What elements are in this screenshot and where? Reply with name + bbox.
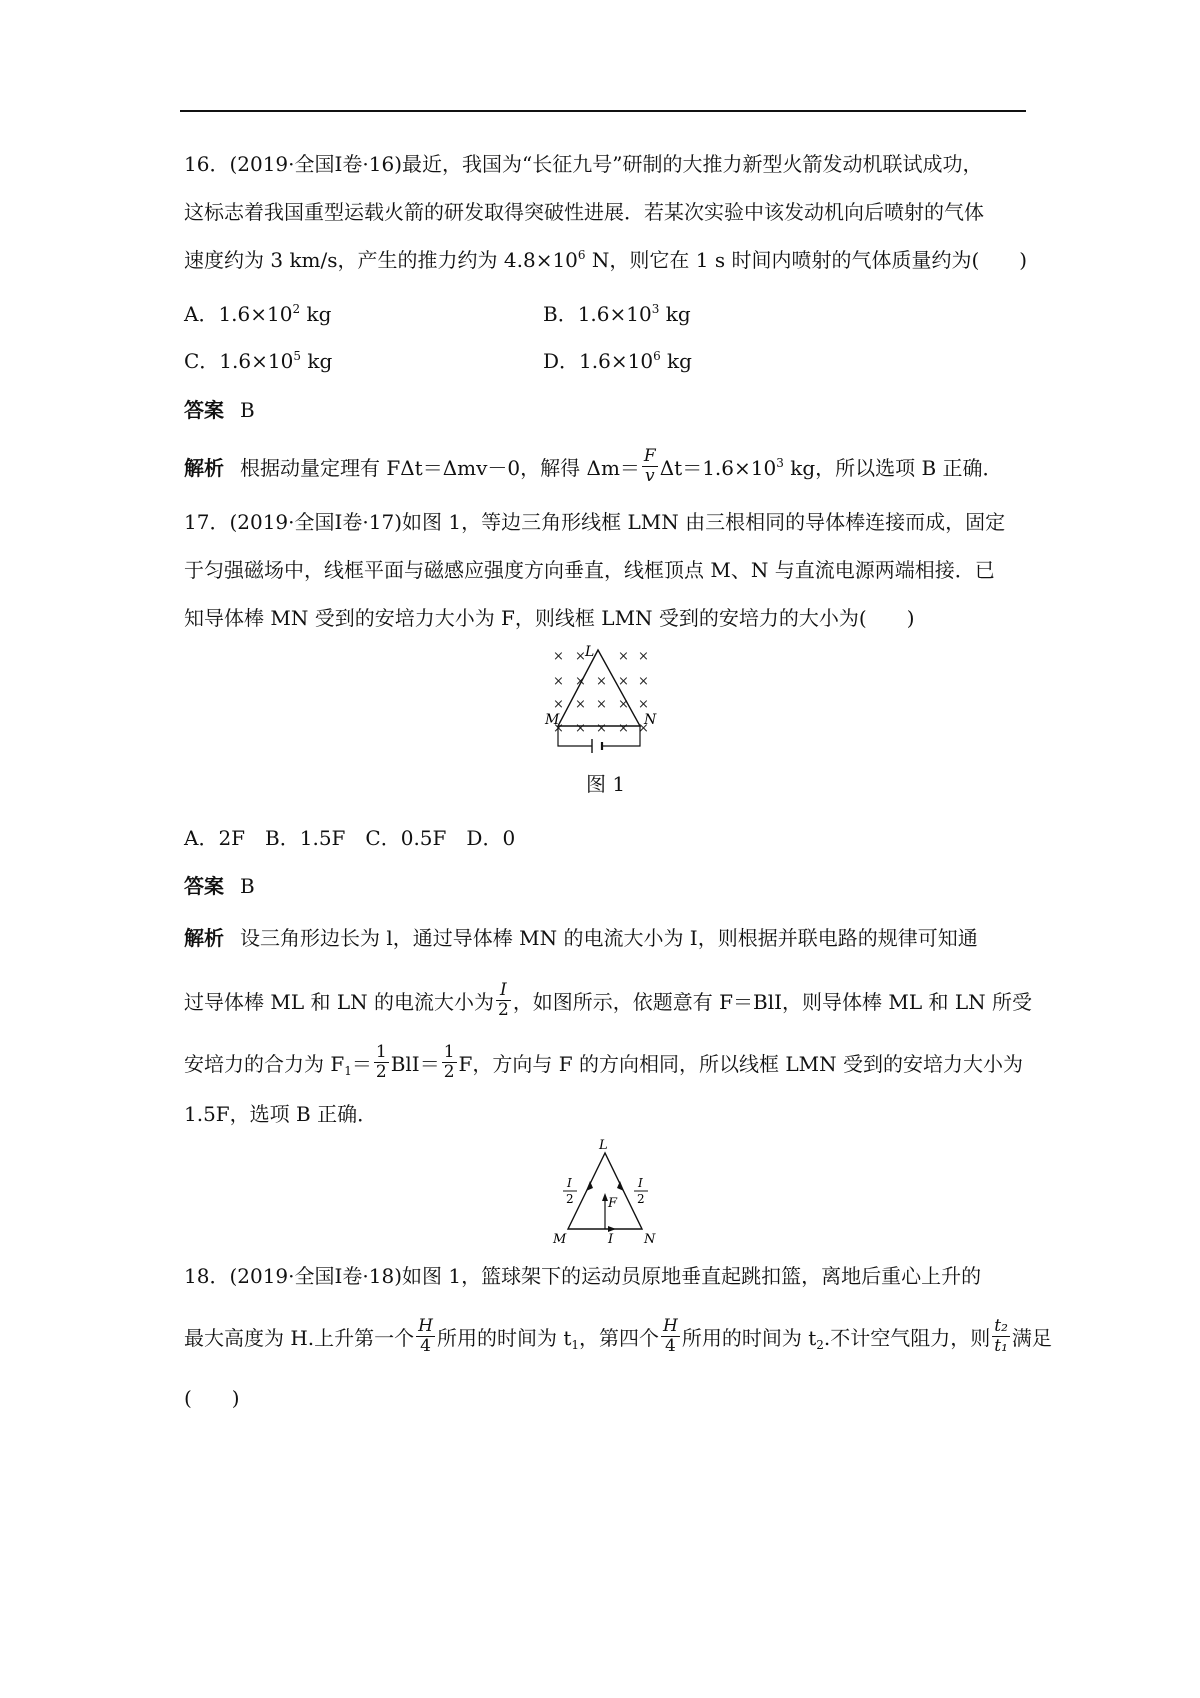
svg-text:×: ×	[596, 674, 607, 689]
q16-answer: 答案 B	[184, 398, 255, 422]
svg-text:×: ×	[553, 697, 564, 712]
q17-analysis-line-1: 解析 设三角形边长为 l，通过导体棒 MN 的电流大小为 I，则根据并联电路的规律可知通	[184, 926, 978, 950]
fig2-half-right-den: 2	[637, 1192, 645, 1206]
q18-line-3: ( )	[184, 1386, 240, 1410]
q17-line-3: 知导体棒 MN 受到的安培力大小为 F，则线框 LMN 受到的安培力的大小为( )	[184, 606, 915, 630]
svg-text:×: ×	[553, 721, 564, 736]
svg-text:×: ×	[575, 721, 586, 736]
current-arrow-right	[617, 1181, 624, 1191]
svg-text:×: ×	[575, 649, 586, 664]
fig1-label-l: L	[585, 644, 595, 660]
svg-text:×: ×	[638, 674, 649, 689]
q16-option-b: B．$1.6\times 10^3$ kg	[543, 302, 691, 326]
q16-line-3: 速度约为 3 km/s，产生的推力约为 $4.8\times 10^6$ N，则它在 1 s 时间内喷射的气体质量约为( )	[184, 248, 1028, 272]
fig2-label-n: N	[644, 1232, 656, 1245]
q16-option-d: D．$1.6\times 10^6$ kg	[543, 349, 692, 373]
q17-line-1: 17．(2019·全国Ⅰ卷·17)如图 1，等边三角形线框 LMN 由三根相同的导体棒连接而成，固定	[184, 510, 1006, 534]
q17-line-2: 于匀强磁场中，线框平面与磁感应强度方向垂直，线框顶点 M、N 与直流电源两端相接．已	[184, 558, 995, 582]
header-rule	[180, 110, 1026, 112]
svg-text:×: ×	[638, 721, 649, 736]
svg-text:×: ×	[553, 674, 564, 689]
svg-text:×: ×	[575, 674, 586, 689]
figure-1-diagram	[540, 640, 670, 755]
svg-text:×: ×	[618, 674, 629, 689]
svg-text:×: ×	[618, 697, 629, 712]
fig1-label-m: M	[545, 712, 560, 728]
svg-text:×: ×	[575, 697, 586, 712]
fig2-half-left-num: I	[567, 1176, 572, 1190]
q17-answer: 答案 B	[184, 874, 255, 898]
svg-text:×: ×	[596, 721, 607, 736]
q16-option-a: A．$1.6\times 10^2$ kg	[184, 302, 332, 326]
q16-line-1: 16．(2019·全国Ⅰ卷·16)最近，我国为“长征九号”研制的大推力新型火箭发动机联试成功，	[184, 152, 983, 176]
fig2-label-f: F	[608, 1196, 618, 1211]
q18-line-1: 18．(2019·全国Ⅰ卷·18)如图 1，篮球架下的运动员原地垂直起跳扣篮，离地后重心上升的	[184, 1264, 982, 1288]
svg-text:×: ×	[618, 721, 629, 736]
svg-text:×: ×	[553, 649, 564, 664]
q17-analysis-line-4: 1.5F，选项 B 正确．	[184, 1102, 378, 1126]
fig2-half-right-num: I	[638, 1176, 643, 1190]
fig2-label-m: M	[553, 1232, 567, 1245]
svg-text:×: ×	[638, 697, 649, 712]
magnetic-field-crosses	[553, 649, 649, 736]
current-arrow-left	[586, 1181, 593, 1191]
fig2-half-left-den: 2	[566, 1192, 574, 1206]
q16-analysis: 解析 根据动量定理有 FΔt＝Δmv－0，解得 Δm＝ $\frac{F}{v}$ $\Delta t=1.6\times 10^3$ kg，所以选项 B 正确．	[184, 446, 1003, 486]
fig1-label-n: N	[644, 712, 657, 728]
fig2-label-i: I	[608, 1232, 614, 1245]
figure-2-force-diagram	[550, 1135, 660, 1245]
svg-text:×: ×	[638, 649, 649, 664]
q17-analysis-line-2: 过导体棒 ML 和 LN 的电流大小为 $\frac{I}{2}$ ，如图所示，依题意有 F＝BlI，则导体棒 ML 和 LN 所受	[184, 980, 1033, 1020]
q16-line-2: 这标志着我国重型运载火箭的研发取得突破性进展．若某次实验中该发动机向后喷射的气体	[184, 200, 984, 224]
figure-1-caption: 图 1	[586, 772, 626, 796]
svg-text:×: ×	[618, 649, 629, 664]
q18-line-2: 最大高度为 H.上升第一个 $\frac{H}{4}$ 所用的时间为 $t_1$，第四个 $\frac{H}{4}$ 所用的时间为 $t_2$.不计空气阻力，则 $\frac{\text{t₂}}{\text{t₁}}$ 满足	[184, 1316, 1052, 1356]
q16-option-c: C．$1.6\times 10^5$ kg	[184, 349, 333, 373]
svg-text:×: ×	[596, 697, 607, 712]
q17-analysis-line-3: 安培力的合力为 $F_1=$ $\frac{1}{2}$ BlI＝ $\frac{1}{2}$ F，方向与 F 的方向相同，所以线框 LMN 受到的安培力大小为	[184, 1042, 1023, 1082]
fig2-label-l: L	[599, 1138, 608, 1153]
q17-options: A．2F B．1.5F C．0.5F D．0	[184, 826, 516, 850]
